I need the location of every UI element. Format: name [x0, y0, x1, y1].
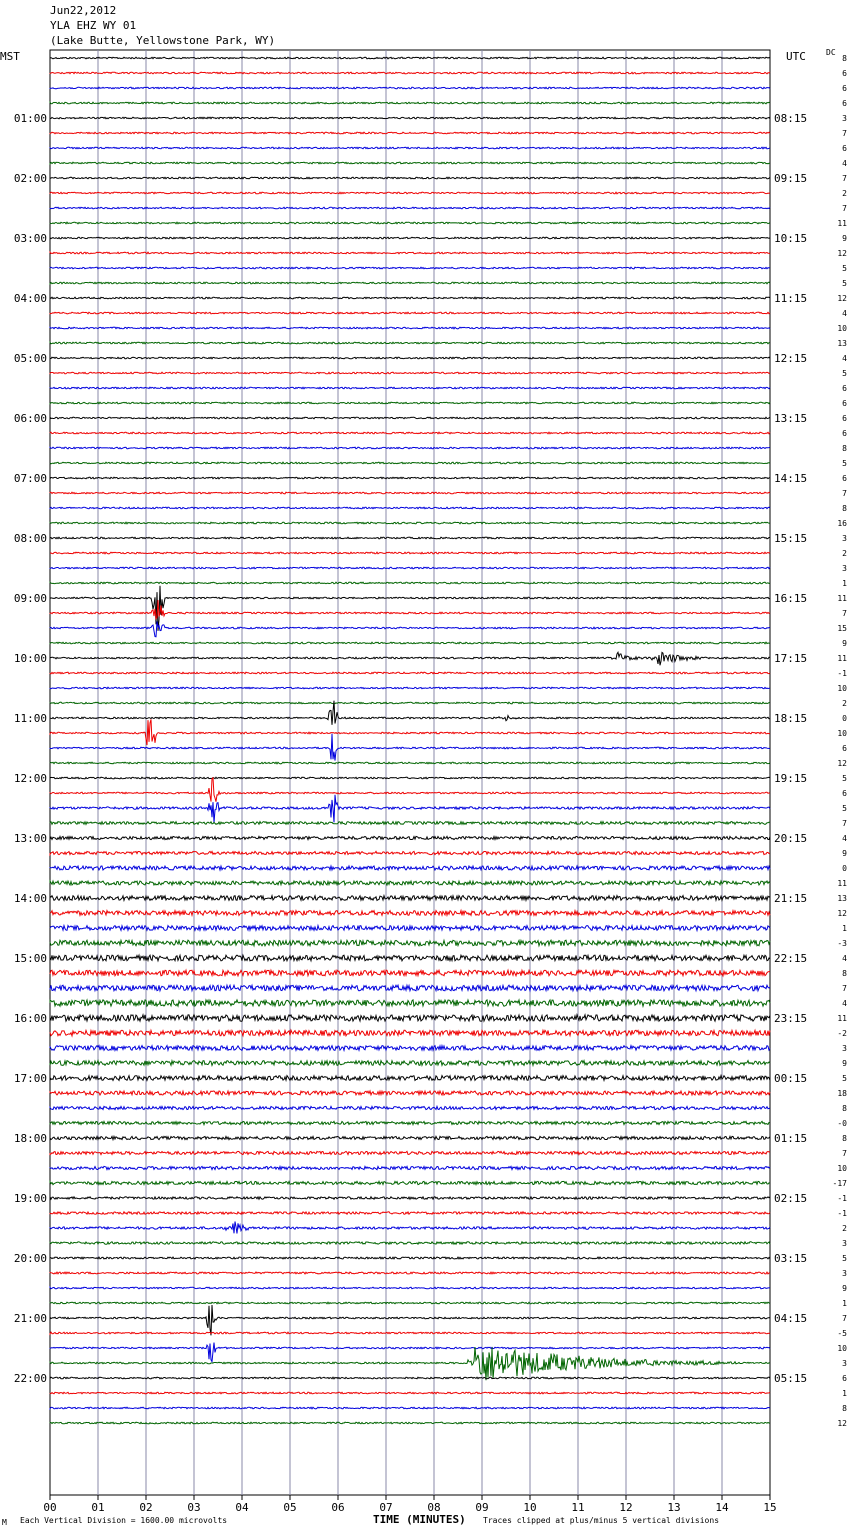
dc-offset-label: 4: [842, 999, 847, 1008]
seismic-trace: [50, 926, 770, 931]
dc-offset-label: 8: [842, 444, 847, 453]
seismic-trace: [50, 117, 770, 119]
dc-offset-label: 13: [837, 894, 847, 903]
clip-note: Traces clipped at plus/minus 5 vertical divisions: [483, 1516, 720, 1525]
seismic-trace: [50, 477, 770, 479]
right-hour-label: 18:15: [774, 712, 808, 725]
seismic-trace: [50, 940, 770, 946]
seismic-trace: [50, 432, 770, 434]
dc-offset-label: 7: [842, 174, 847, 183]
right-hour-label: 09:15: [774, 172, 808, 185]
seismic-trace: [50, 462, 770, 464]
seismic-trace: [50, 734, 770, 761]
x-tick-label: 01: [91, 1501, 105, 1514]
x-tick-label: 13: [667, 1501, 681, 1514]
left-hour-label: 04:00: [13, 292, 47, 305]
right-hour-label: 01:15: [774, 1132, 808, 1145]
dc-offset-label: 3: [842, 114, 847, 123]
x-tick-label: 05: [283, 1501, 297, 1514]
dc-offset-label: 3: [842, 1359, 847, 1368]
dc-offset-label: 6: [842, 474, 847, 483]
dc-offset-label: -3: [837, 939, 847, 948]
x-tick-label: 14: [715, 1501, 729, 1514]
x-tick-label: 00: [43, 1501, 57, 1514]
seismic-trace: [50, 777, 770, 779]
x-tick-label: 10: [523, 1501, 537, 1514]
seismic-trace: [50, 1222, 770, 1234]
left-hour-label: 19:00: [13, 1192, 47, 1205]
dc-offset-label: 1: [842, 1299, 847, 1308]
right-hour-label: 21:15: [774, 892, 808, 905]
seismic-trace: [50, 582, 770, 584]
left-hour-label: 02:00: [13, 172, 47, 185]
x-tick-label: 06: [331, 1501, 345, 1514]
dc-offset-label: 11: [837, 219, 847, 228]
dc-offset-label: 12: [837, 1419, 847, 1428]
dc-offset-label: -2: [837, 1029, 847, 1038]
seismic-trace: [50, 652, 770, 665]
dc-offset-label: 8: [842, 54, 847, 63]
seismic-trace: [50, 702, 770, 704]
seismic-trace: [50, 402, 770, 404]
dc-offset-label: 15: [837, 624, 847, 633]
seismic-trace: [50, 162, 770, 164]
right-hour-label: 13:15: [774, 412, 808, 425]
right-hour-label: 02:15: [774, 1192, 808, 1205]
dc-offset-label: 4: [842, 354, 847, 363]
dc-offset-label: 12: [837, 759, 847, 768]
dc-offset-label: -17: [832, 1179, 847, 1188]
dc-offset-label: 6: [842, 744, 847, 753]
dc-offset-label: 8: [842, 504, 847, 513]
seismic-trace: [50, 417, 770, 419]
right-hour-label: 03:15: [774, 1252, 808, 1265]
dc-offset-label: 9: [842, 1284, 847, 1293]
seismic-trace: [50, 1407, 770, 1409]
dc-offset-label: 3: [842, 564, 847, 573]
dc-offset-label: 5: [842, 1254, 847, 1263]
seismic-trace: [50, 1030, 770, 1036]
right-hour-label: 20:15: [774, 832, 808, 845]
dc-column-label: DC: [826, 48, 836, 57]
dc-offset-label: 10: [837, 1164, 847, 1173]
seismic-trace: [50, 177, 770, 179]
seismic-trace: [50, 985, 770, 991]
dc-offset-label: 12: [837, 249, 847, 258]
seismic-trace: [50, 881, 770, 885]
seismic-trace: [50, 1015, 770, 1021]
x-tick-label: 02: [139, 1501, 153, 1514]
seismic-trace: [50, 1166, 770, 1169]
seismic-trace: [50, 762, 770, 764]
right-hour-label: 14:15: [774, 472, 808, 485]
seismic-trace: [50, 102, 770, 104]
seismic-trace: [50, 1347, 770, 1380]
dc-offset-label: 7: [842, 819, 847, 828]
seismic-trace: [50, 1046, 770, 1051]
dc-offset-label: 5: [842, 774, 847, 783]
left-hour-label: 18:00: [13, 1132, 47, 1145]
seismic-trace: [50, 1257, 770, 1259]
seismic-trace: [50, 896, 770, 901]
seismic-trace: [50, 1242, 770, 1244]
seismic-trace: [50, 1377, 770, 1379]
x-tick-label: 08: [427, 1501, 441, 1514]
dc-offset-label: 7: [842, 489, 847, 498]
seismic-trace: [50, 1422, 770, 1424]
seismic-trace: [50, 1000, 770, 1006]
seismic-trace: [50, 1212, 770, 1214]
left-hour-label: 08:00: [13, 532, 47, 545]
seismic-trace: [50, 342, 770, 344]
dc-offset-label: 10: [837, 729, 847, 738]
seismic-trace: [50, 970, 770, 976]
dc-offset-label: 13: [837, 339, 847, 348]
seismic-trace: [50, 327, 770, 329]
seismic-trace: [50, 1302, 770, 1304]
dc-offset-label: 3: [842, 1269, 847, 1278]
dc-offset-label: 4: [842, 309, 847, 318]
dc-offset-label: 11: [837, 654, 847, 663]
left-hour-label: 15:00: [13, 952, 47, 965]
x-tick-label: 15: [763, 1501, 777, 1514]
dc-offset-label: 5: [842, 279, 847, 288]
dc-offset-label: 8: [842, 1104, 847, 1113]
left-hour-label: 07:00: [13, 472, 47, 485]
dc-offset-label: 6: [842, 384, 847, 393]
right-hour-label: 04:15: [774, 1312, 808, 1325]
x-tick-label: 12: [619, 1501, 633, 1514]
dc-offset-label: 7: [842, 984, 847, 993]
seismic-trace: [50, 866, 770, 870]
right-hour-label: 05:15: [774, 1372, 808, 1385]
x-tick-label: 11: [571, 1501, 585, 1514]
dc-offset-label: 4: [842, 954, 847, 963]
seismic-trace: [50, 687, 770, 689]
seismic-trace: [50, 911, 770, 916]
dc-offset-label: 10: [837, 684, 847, 693]
dc-offset-label: 7: [842, 204, 847, 213]
left-hour-label: 11:00: [13, 712, 47, 725]
right-hour-label: 00:15: [774, 1072, 808, 1085]
dc-offset-label: 9: [842, 639, 847, 648]
left-hour-label: 05:00: [13, 352, 47, 365]
x-tick-label: 07: [379, 1501, 393, 1514]
dc-offset-label: 12: [837, 294, 847, 303]
seismic-trace: [50, 851, 770, 854]
dc-offset-label: 2: [842, 189, 847, 198]
dc-offset-label: 9: [842, 234, 847, 243]
right-timezone-label: UTC: [786, 50, 806, 63]
seismic-trace: [50, 795, 770, 823]
dc-offset-label: 11: [837, 594, 847, 603]
dc-offset-label: 2: [842, 699, 847, 708]
x-tick-label: 03: [187, 1501, 201, 1514]
seismic-trace: [50, 72, 770, 74]
left-hour-label: 22:00: [13, 1372, 47, 1385]
dc-offset-label: 2: [842, 1224, 847, 1233]
dc-offset-label: 1: [842, 924, 847, 933]
seismic-trace: [50, 1392, 770, 1394]
dc-offset-label: 4: [842, 834, 847, 843]
dc-offset-label: -1: [837, 1209, 847, 1218]
right-hour-label: 12:15: [774, 352, 808, 365]
x-tick-label: 04: [235, 1501, 249, 1514]
dc-offset-label: 6: [842, 1374, 847, 1383]
left-hour-label: 03:00: [13, 232, 47, 245]
seismic-trace: [50, 357, 770, 359]
dc-offset-label: 11: [837, 1014, 847, 1023]
seismic-trace: [50, 1091, 770, 1095]
dc-offset-label: 5: [842, 804, 847, 813]
dc-offset-label: 6: [842, 399, 847, 408]
dc-offset-label: 0: [842, 714, 847, 723]
seismic-trace: [50, 1076, 770, 1081]
dc-offset-label: 7: [842, 129, 847, 138]
right-hour-label: 11:15: [774, 292, 808, 305]
seismic-trace: [50, 447, 770, 449]
right-hour-label: 15:15: [774, 532, 808, 545]
dc-offset-label: 9: [842, 849, 847, 858]
seismic-trace: [50, 1061, 770, 1066]
dc-offset-label: 5: [842, 1074, 847, 1083]
seismic-trace: [50, 492, 770, 494]
dc-offset-label: 5: [842, 459, 847, 468]
seismic-trace: [50, 387, 770, 389]
seismic-trace: [50, 778, 770, 802]
seismic-trace: [50, 719, 770, 745]
seismic-trace: [50, 57, 770, 59]
seismic-trace: [50, 701, 770, 725]
seismic-trace: [50, 836, 770, 839]
dc-offset-label: 10: [837, 1344, 847, 1353]
dc-offset-label: 3: [842, 1239, 847, 1248]
plot-frame: [50, 50, 770, 1495]
dc-offset-label: -1: [837, 669, 847, 678]
seismic-trace: [50, 297, 770, 299]
seismic-trace: [50, 822, 770, 825]
seismic-trace: [50, 567, 770, 569]
dc-offset-label: 7: [842, 609, 847, 618]
right-hour-label: 19:15: [774, 772, 808, 785]
seismic-trace: [50, 237, 770, 239]
right-hour-label: 22:15: [774, 952, 808, 965]
dc-offset-label: 8: [842, 1134, 847, 1143]
seismic-trace: [50, 1343, 770, 1362]
left-hour-label: 16:00: [13, 1012, 47, 1025]
dc-offset-label: 3: [842, 1044, 847, 1053]
dc-offset-label: 12: [837, 909, 847, 918]
left-hour-label: 21:00: [13, 1312, 47, 1325]
right-hour-label: 17:15: [774, 652, 808, 665]
seismic-trace: [50, 207, 770, 209]
x-tick-label: 09: [475, 1501, 489, 1514]
right-hour-label: 16:15: [774, 592, 808, 605]
dc-offset-label: 6: [842, 789, 847, 798]
seismic-trace: [50, 87, 770, 89]
seismic-trace: [50, 372, 770, 374]
seismic-trace: [50, 1106, 770, 1109]
seismic-trace: [50, 1151, 770, 1154]
seismic-trace: [50, 222, 770, 224]
dc-offset-label: 7: [842, 1314, 847, 1323]
dc-offset-label: 2: [842, 549, 847, 558]
seismic-trace: [50, 267, 770, 269]
seismic-trace: [50, 132, 770, 134]
dc-offset-label: 6: [842, 429, 847, 438]
dc-offset-label: 1: [842, 579, 847, 588]
left-hour-label: 10:00: [13, 652, 47, 665]
seismic-trace: [50, 192, 770, 194]
seismic-trace: [50, 507, 770, 509]
seismic-trace: [50, 1197, 770, 1199]
seismic-trace: [50, 147, 770, 149]
footer-mark: M: [2, 1518, 7, 1527]
seismic-trace: [50, 642, 770, 644]
dc-offset-label: 6: [842, 414, 847, 423]
seismic-trace: [50, 1332, 770, 1334]
right-hour-label: 23:15: [774, 1012, 808, 1025]
dc-offset-label: 6: [842, 99, 847, 108]
seismic-trace: [50, 312, 770, 314]
dc-offset-label: 6: [842, 144, 847, 153]
dc-offset-label: 1: [842, 1389, 847, 1398]
seismic-trace: [50, 1272, 770, 1274]
x-axis-label: TIME (MINUTES): [373, 1513, 466, 1526]
seismic-trace: [50, 1287, 770, 1289]
dc-offset-label: 18: [837, 1089, 847, 1098]
station-code: YLA EHZ WY 01: [50, 19, 137, 32]
right-hour-label: 10:15: [774, 232, 808, 245]
dc-offset-label: 11: [837, 879, 847, 888]
dc-offset-label: 4: [842, 159, 847, 168]
left-hour-label: 06:00: [13, 412, 47, 425]
dc-offset-label: 9: [842, 1059, 847, 1068]
dc-offset-label: 8: [842, 1404, 847, 1413]
dc-offset-label: 0: [842, 864, 847, 873]
left-hour-label: 20:00: [13, 1252, 47, 1265]
dc-offset-label: 6: [842, 84, 847, 93]
left-hour-label: 01:00: [13, 112, 47, 125]
station-location: (Lake Butte, Yellowstone Park, WY): [50, 34, 276, 47]
dc-offset-label: 8: [842, 969, 847, 978]
right-hour-label: 08:15: [774, 112, 808, 125]
seismic-trace: [50, 537, 770, 539]
dc-offset-label: -0: [837, 1119, 847, 1128]
left-hour-label: 17:00: [13, 1072, 47, 1085]
left-hour-label: 12:00: [13, 772, 47, 785]
dc-offset-label: 7: [842, 1149, 847, 1158]
dc-offset-label: 3: [842, 534, 847, 543]
left-hour-label: 14:00: [13, 892, 47, 905]
left-hour-label: 13:00: [13, 832, 47, 845]
dc-offset-label: -1: [837, 1194, 847, 1203]
left-hour-label: 09:00: [13, 592, 47, 605]
scale-note: Each Vertical Division = 1600.00 microvolts: [20, 1516, 228, 1525]
seismic-trace: [50, 1305, 770, 1335]
dc-offset-label: -5: [837, 1329, 847, 1338]
seismic-trace: [50, 955, 770, 961]
left-timezone-label: MST: [0, 50, 20, 63]
dc-offset-label: 16: [837, 519, 847, 528]
seismic-trace: [50, 552, 770, 554]
seismic-trace: [50, 1181, 770, 1184]
dc-offset-label: 10: [837, 324, 847, 333]
seismic-trace: [50, 1121, 770, 1124]
seismic-trace: [50, 1136, 770, 1139]
seismic-trace: [50, 672, 770, 674]
plot-date: Jun22,2012: [50, 4, 117, 17]
dc-offset-label: 6: [842, 69, 847, 78]
seismic-trace: [50, 282, 770, 284]
dc-offset-label: 5: [842, 369, 847, 378]
seismic-trace: [50, 522, 770, 524]
seismic-trace: [50, 252, 770, 254]
dc-offset-label: 5: [842, 264, 847, 273]
